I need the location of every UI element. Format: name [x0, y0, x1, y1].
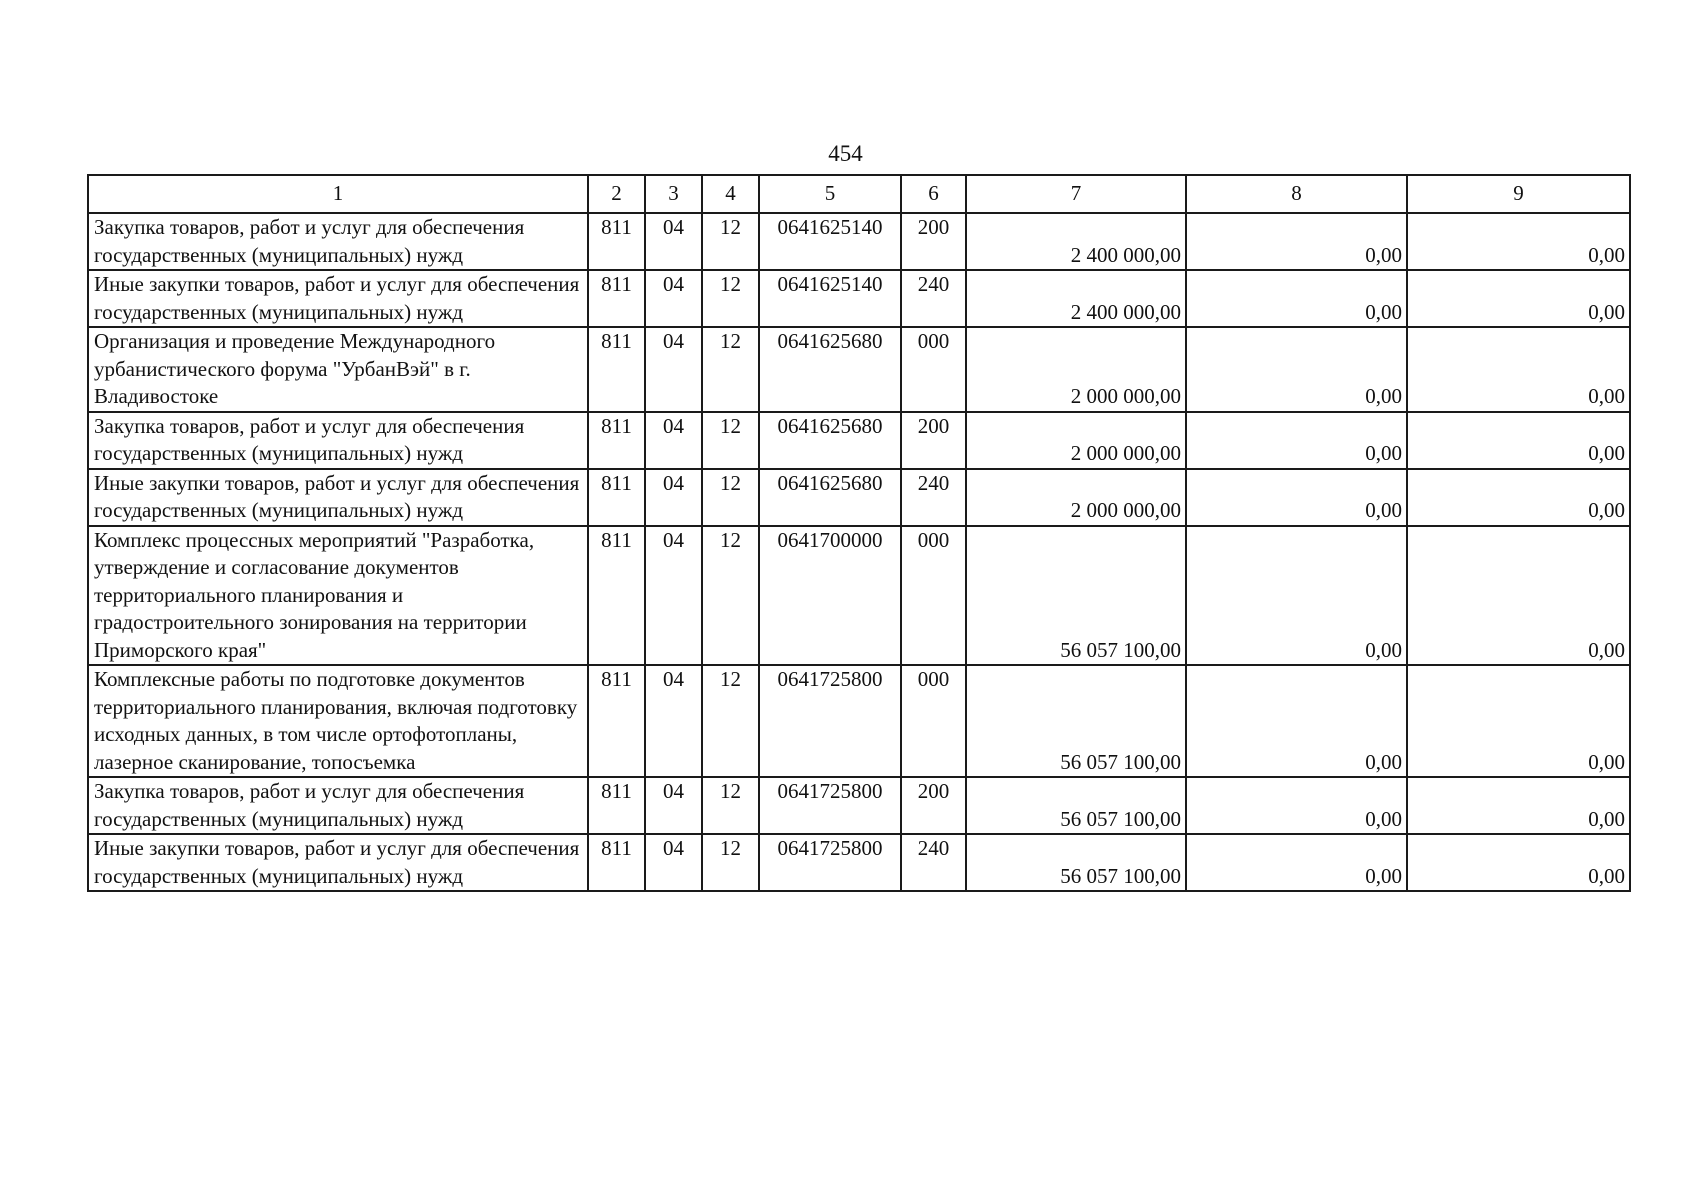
row-name: Иные закупки товаров, работ и услуг для обеспечения государственных (муниципальных) нужд: [88, 270, 588, 327]
row-code-3: 04: [645, 665, 702, 777]
row-code-2: 811: [588, 469, 645, 526]
row-code-3: 04: [645, 327, 702, 412]
row-amount-8: 0,00: [1186, 213, 1407, 270]
table-row: [88, 777, 1630, 834]
table-row: [88, 665, 1630, 777]
row-code-6: 000: [901, 665, 966, 777]
row-amount-8: 0,00: [1186, 777, 1407, 834]
row-amount-9: 0,00: [1407, 213, 1630, 270]
row-code-2: 811: [588, 526, 645, 666]
row-code-4: 12: [702, 213, 759, 270]
row-amount-7: 2 400 000,00: [966, 213, 1186, 270]
budget-table: [87, 174, 1631, 892]
row-code-2: 811: [588, 270, 645, 327]
row-amount-9: 0,00: [1407, 469, 1630, 526]
row-code-3: 04: [645, 270, 702, 327]
row-code-4: 12: [702, 270, 759, 327]
header-cell: 5: [759, 175, 901, 213]
header-cell: 9: [1407, 175, 1630, 213]
row-amount-8: 0,00: [1186, 665, 1407, 777]
row-code-5: 0641725800: [759, 834, 901, 891]
row-amount-7: 56 057 100,00: [966, 834, 1186, 891]
row-code-5: 0641625140: [759, 213, 901, 270]
row-amount-9: 0,00: [1407, 327, 1630, 412]
row-code-5: 0641625140: [759, 270, 901, 327]
row-code-6: 240: [901, 834, 966, 891]
row-name: Иные закупки товаров, работ и услуг для обеспечения государственных (муниципальных) нужд: [88, 834, 588, 891]
row-name: Закупка товаров, работ и услуг для обеспечения государственных (муниципальных) нужд: [88, 213, 588, 270]
row-code-4: 12: [702, 469, 759, 526]
row-code-3: 04: [645, 777, 702, 834]
row-code-2: 811: [588, 665, 645, 777]
row-name: Закупка товаров, работ и услуг для обеспечения государственных (муниципальных) нужд: [88, 412, 588, 469]
row-code-5: 0641725800: [759, 665, 901, 777]
row-amount-9: 0,00: [1407, 834, 1630, 891]
row-code-6: 200: [901, 412, 966, 469]
row-code-2: 811: [588, 834, 645, 891]
row-code-4: 12: [702, 834, 759, 891]
row-name: Организация и проведение Международного урбанистического форума "УрбанВэй" в г. Владивостоке: [88, 327, 588, 412]
row-amount-7: 2 400 000,00: [966, 270, 1186, 327]
row-code-4: 12: [702, 412, 759, 469]
header-cell: 2: [588, 175, 645, 213]
row-name: Закупка товаров, работ и услуг для обеспечения государственных (муниципальных) нужд: [88, 777, 588, 834]
row-amount-7: 56 057 100,00: [966, 665, 1186, 777]
header-cell: 6: [901, 175, 966, 213]
table-row: [88, 834, 1630, 891]
row-amount-8: 0,00: [1186, 412, 1407, 469]
row-code-6: 000: [901, 327, 966, 412]
row-code-6: 240: [901, 270, 966, 327]
header-cell: 7: [966, 175, 1186, 213]
table-row: [88, 469, 1630, 526]
table-row: [88, 412, 1630, 469]
row-amount-9: 0,00: [1407, 777, 1630, 834]
row-code-5: 0641700000: [759, 526, 901, 666]
row-amount-8: 0,00: [1186, 270, 1407, 327]
row-code-6: 240: [901, 469, 966, 526]
header-cell: 3: [645, 175, 702, 213]
row-code-3: 04: [645, 213, 702, 270]
row-code-5: 0641725800: [759, 777, 901, 834]
row-code-3: 04: [645, 412, 702, 469]
row-amount-9: 0,00: [1407, 665, 1630, 777]
row-code-4: 12: [702, 777, 759, 834]
row-amount-8: 0,00: [1186, 834, 1407, 891]
row-amount-7: 2 000 000,00: [966, 327, 1186, 412]
row-code-3: 04: [645, 469, 702, 526]
row-amount-9: 0,00: [1407, 526, 1630, 666]
row-amount-7: 56 057 100,00: [966, 526, 1186, 666]
row-amount-8: 0,00: [1186, 526, 1407, 666]
row-code-3: 04: [645, 526, 702, 666]
row-amount-7: 2 000 000,00: [966, 469, 1186, 526]
table-header-row: [88, 175, 1630, 213]
page-number: 454: [828, 141, 863, 166]
row-amount-8: 0,00: [1186, 469, 1407, 526]
row-code-6: 200: [901, 213, 966, 270]
table-row: [88, 327, 1630, 412]
table-row: [88, 526, 1630, 666]
row-amount-7: 56 057 100,00: [966, 777, 1186, 834]
row-code-6: 200: [901, 777, 966, 834]
row-amount-9: 0,00: [1407, 270, 1630, 327]
row-code-3: 04: [645, 834, 702, 891]
table-row: [88, 270, 1630, 327]
row-code-4: 12: [702, 327, 759, 412]
row-code-2: 811: [588, 777, 645, 834]
row-code-2: 811: [588, 412, 645, 469]
row-code-5: 0641625680: [759, 327, 901, 412]
row-name: Комплекс процессных мероприятий "Разработка, утверждение и согласование документов территориального планирования и градостроительного зонирования на территории Приморского края": [88, 526, 588, 666]
row-name: Комплексные работы по подготовке документов территориального планирования, включая подготовку исходных данных, в том числе ортофотопланы, лазерное сканирование, топосъемка: [88, 665, 588, 777]
row-code-4: 12: [702, 526, 759, 666]
row-amount-7: 2 000 000,00: [966, 412, 1186, 469]
row-code-5: 0641625680: [759, 469, 901, 526]
table-row: [88, 213, 1630, 270]
row-code-5: 0641625680: [759, 412, 901, 469]
row-code-4: 12: [702, 665, 759, 777]
row-amount-9: 0,00: [1407, 412, 1630, 469]
row-name: Иные закупки товаров, работ и услуг для обеспечения государственных (муниципальных) нужд: [88, 469, 588, 526]
row-code-2: 811: [588, 213, 645, 270]
row-code-6: 000: [901, 526, 966, 666]
row-code-2: 811: [588, 327, 645, 412]
header-cell: 4: [702, 175, 759, 213]
header-cell: 8: [1186, 175, 1407, 213]
row-amount-8: 0,00: [1186, 327, 1407, 412]
header-cell: 1: [88, 175, 588, 213]
